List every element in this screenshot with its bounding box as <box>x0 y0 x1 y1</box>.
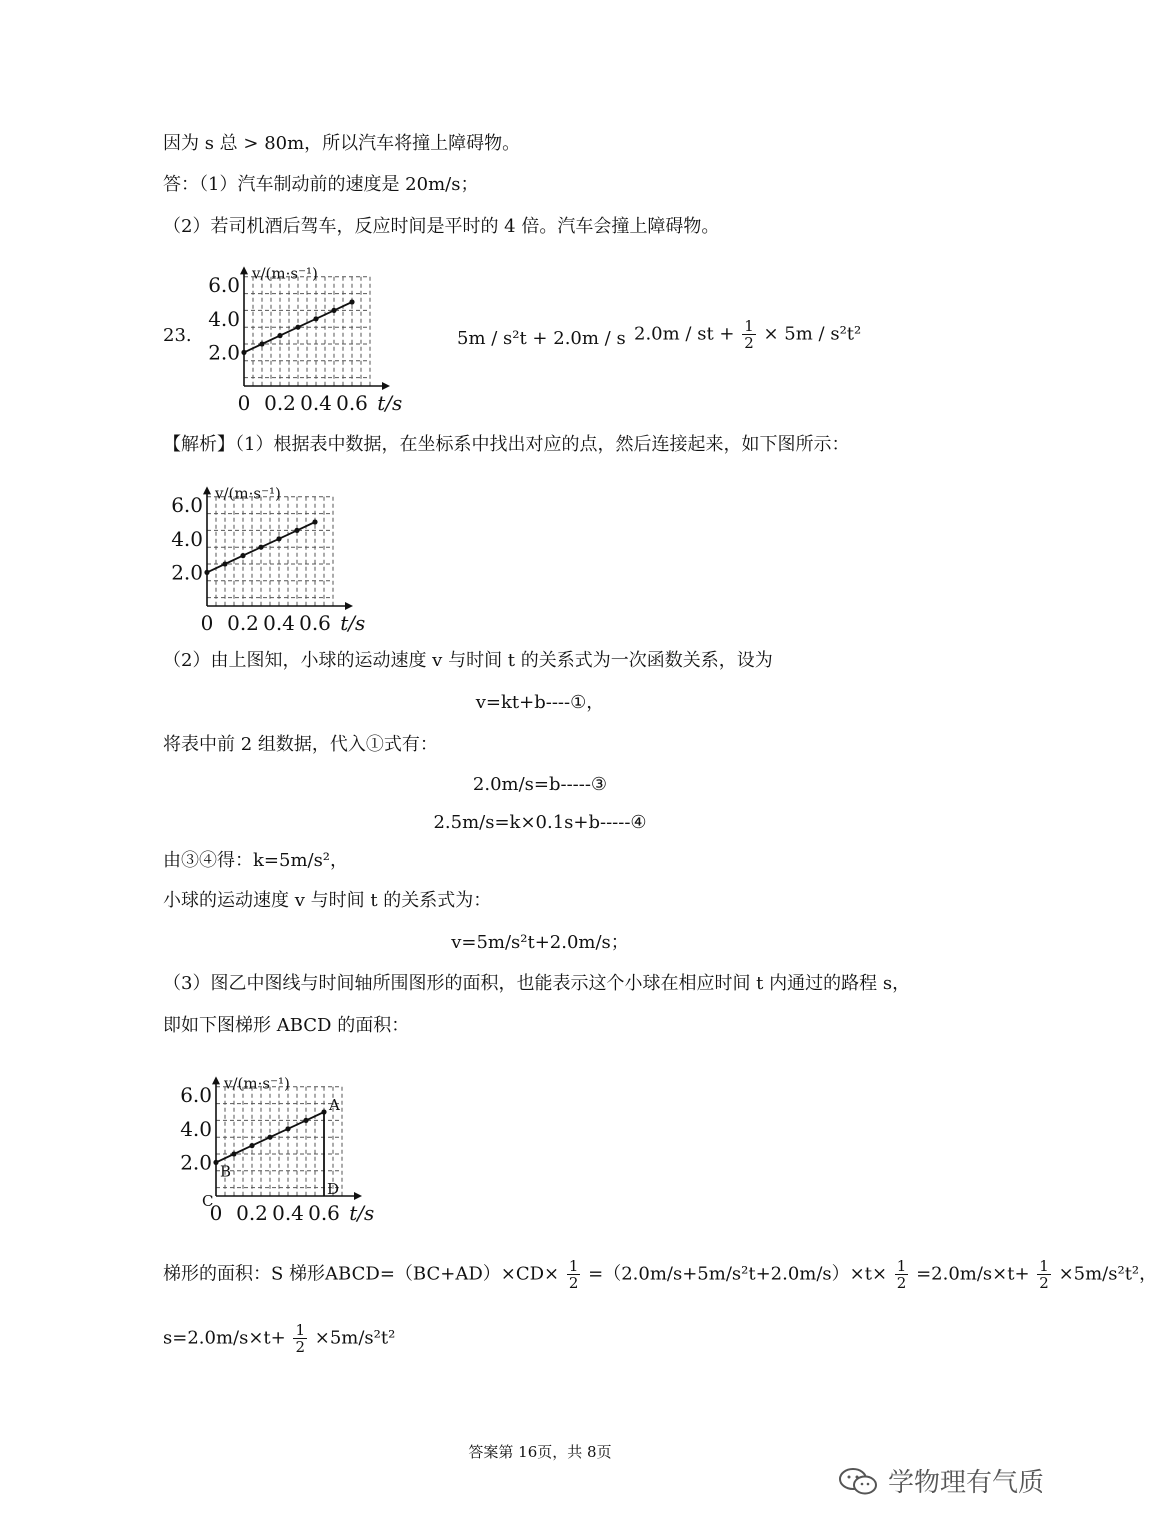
equation-1: v=kt+b----①， <box>475 692 605 713</box>
y-axis-label: v/(m·s⁻¹) <box>224 1074 290 1093</box>
y-axis-arrow <box>212 1076 220 1084</box>
x-tick-label: 0.6 <box>336 391 368 415</box>
x-tick-label: 0.2 <box>227 611 259 635</box>
data-point <box>276 536 281 541</box>
analysis-line-6: （3）图乙中图线与时间轴所围图形的面积，也能表示这个小球在相应时间 t 内通过的路程 s， <box>163 973 911 994</box>
text-line-1: 因为 s 总 > 80m，所以汽车将撞上障碍物。 <box>163 133 521 154</box>
data-point <box>231 1151 236 1156</box>
y-tick-label: 2.0 <box>208 340 240 365</box>
x-tick-label: 0.4 <box>263 611 295 635</box>
equation-3: 2.5m/s=k×0.1s+b-----④ <box>433 812 647 833</box>
area-end: ×5m/s²t²， <box>1058 1263 1157 1285</box>
x-tick-label: 0.2 <box>264 391 296 415</box>
data-point <box>267 1135 272 1140</box>
x-axis-label: t/s <box>340 611 366 635</box>
x-tick-label: 0.4 <box>300 391 332 415</box>
y-axis-label: v/(m·s⁻¹) <box>215 484 281 503</box>
page-footer: 答案第 16页，共 8页 <box>468 1443 612 1461</box>
fraction-half: $\frac{1}{2}$ <box>896 1257 907 1292</box>
area-mid-1: =（2.0m/s+5m/s²t+2.0m/s）×t× <box>588 1263 888 1285</box>
y-axis-arrow <box>240 266 248 274</box>
x-tick-label: 0 <box>209 1201 223 1225</box>
x-tick-label: 0.6 <box>299 611 331 635</box>
analysis-line-4: 由③④得：k=5m/s²， <box>163 850 349 871</box>
data-point <box>204 570 209 575</box>
x-axis-label: t/s <box>377 391 403 415</box>
answer-2-formula <box>634 318 861 351</box>
y-axis-arrow <box>203 486 211 494</box>
x-tick-label: 0.2 <box>236 1201 268 1225</box>
y-tick-label: 6.0 <box>180 1083 212 1108</box>
answer-1-formula: 5m / s²t + 2.0m / s <box>457 328 626 349</box>
analysis-line-2: （2）由上图知，小球的运动速度 v 与时间 t 的关系式为一次函数关系，设为 <box>163 650 773 671</box>
watermark-text: 学物理有气质 <box>888 1468 1045 1498</box>
equation-4: v=5m/s²t+2.0m/s； <box>451 932 629 953</box>
wechat-icon <box>838 1466 878 1496</box>
question-number: 23. <box>163 325 192 346</box>
analysis-line-3: 将表中前 2 组数据，代入①式有： <box>163 734 438 755</box>
analysis-line-5: 小球的运动速度 v 与时间 t 的关系式为： <box>163 890 492 911</box>
fraction-half: $\frac{1}{2}$ <box>295 1321 305 1356</box>
x-tick-label: 0 <box>237 391 251 415</box>
text-line-3: （2）若司机酒后驾车，反应时间是平时的 4 倍。汽车会撞上障碍物。 <box>163 216 720 237</box>
data-point <box>294 528 299 533</box>
point-label-b: B <box>220 1162 232 1181</box>
data-point <box>303 1118 308 1123</box>
data-point <box>331 308 336 313</box>
x-tick-label: 0 <box>200 611 214 635</box>
vt-graph-svg <box>200 258 420 418</box>
point-label-d: D <box>327 1180 340 1198</box>
data-point <box>222 561 227 566</box>
data-point <box>295 325 300 330</box>
fraction-half: $\frac{1}{2}$ <box>744 317 754 352</box>
y-axis-label: v/(m·s⁻¹) <box>252 264 318 283</box>
x-tick-label: 0.4 <box>272 1201 304 1225</box>
data-point <box>277 333 282 338</box>
data-point <box>349 299 354 304</box>
data-point <box>258 545 263 550</box>
x-tick-label: 0.6 <box>308 1201 340 1225</box>
fraction-half: $\frac{1}{2}$ <box>568 1257 579 1292</box>
y-tick-label: 6.0 <box>208 273 240 298</box>
distance-pre: s=2.0m/s×t+ <box>163 1327 286 1349</box>
watermark <box>838 1462 1044 1499</box>
point-label-a: A <box>329 1096 340 1114</box>
data-point <box>240 553 245 558</box>
point-label-c: C <box>202 1192 214 1210</box>
vt-graph-2 <box>163 478 383 638</box>
answer-2-pre: 2.0m / st + <box>634 323 735 345</box>
equation-2: 2.0m/s=b-----③ <box>472 774 608 795</box>
fraction-half: $\frac{1}{2}$ <box>1039 1257 1049 1292</box>
distance-end: ×5m/s²t² <box>314 1327 396 1349</box>
data-point <box>313 316 318 321</box>
data-point <box>312 519 317 524</box>
x-axis-label: t/s <box>349 1201 375 1225</box>
x-axis-arrow <box>354 1192 362 1200</box>
area-mid-2: =2.0m/s×t+ <box>916 1263 1030 1285</box>
data-point <box>259 341 264 346</box>
y-tick-label: 4.0 <box>208 306 240 331</box>
distance-formula <box>163 1322 395 1355</box>
y-tick-label: 4.0 <box>180 1116 212 1141</box>
analysis-line-7: 即如下图梯形 ABCD 的面积： <box>163 1015 410 1036</box>
data-point <box>249 1143 254 1148</box>
x-axis-arrow <box>382 382 390 390</box>
vt-graph-3-trapezoid <box>172 1068 392 1228</box>
x-axis-arrow <box>345 602 353 610</box>
y-tick-label: 4.0 <box>171 526 203 551</box>
text-line-2: 答：（1）汽车制动前的速度是 20m/s； <box>163 174 479 195</box>
trapezoid-area-line <box>163 1258 1157 1291</box>
area-label: 梯形的面积：S 梯形ABCD=（BC+AD）×CD× <box>163 1263 560 1285</box>
y-tick-label: 2.0 <box>171 560 203 585</box>
answer-2-post: × 5m / s²t² <box>763 323 862 345</box>
y-tick-label: 2.0 <box>180 1150 212 1175</box>
data-point <box>213 1160 218 1165</box>
data-point <box>241 350 246 355</box>
vt-graph-svg <box>172 1068 392 1228</box>
vt-graph-svg <box>163 478 383 638</box>
analysis-line-1: 【解析】（1）根据表中数据，在坐标系中找出对应的点，然后连接起来，如下图所示： <box>163 434 850 455</box>
data-point <box>285 1126 290 1131</box>
vt-graph-1 <box>200 258 420 418</box>
y-tick-label: 6.0 <box>171 493 203 518</box>
